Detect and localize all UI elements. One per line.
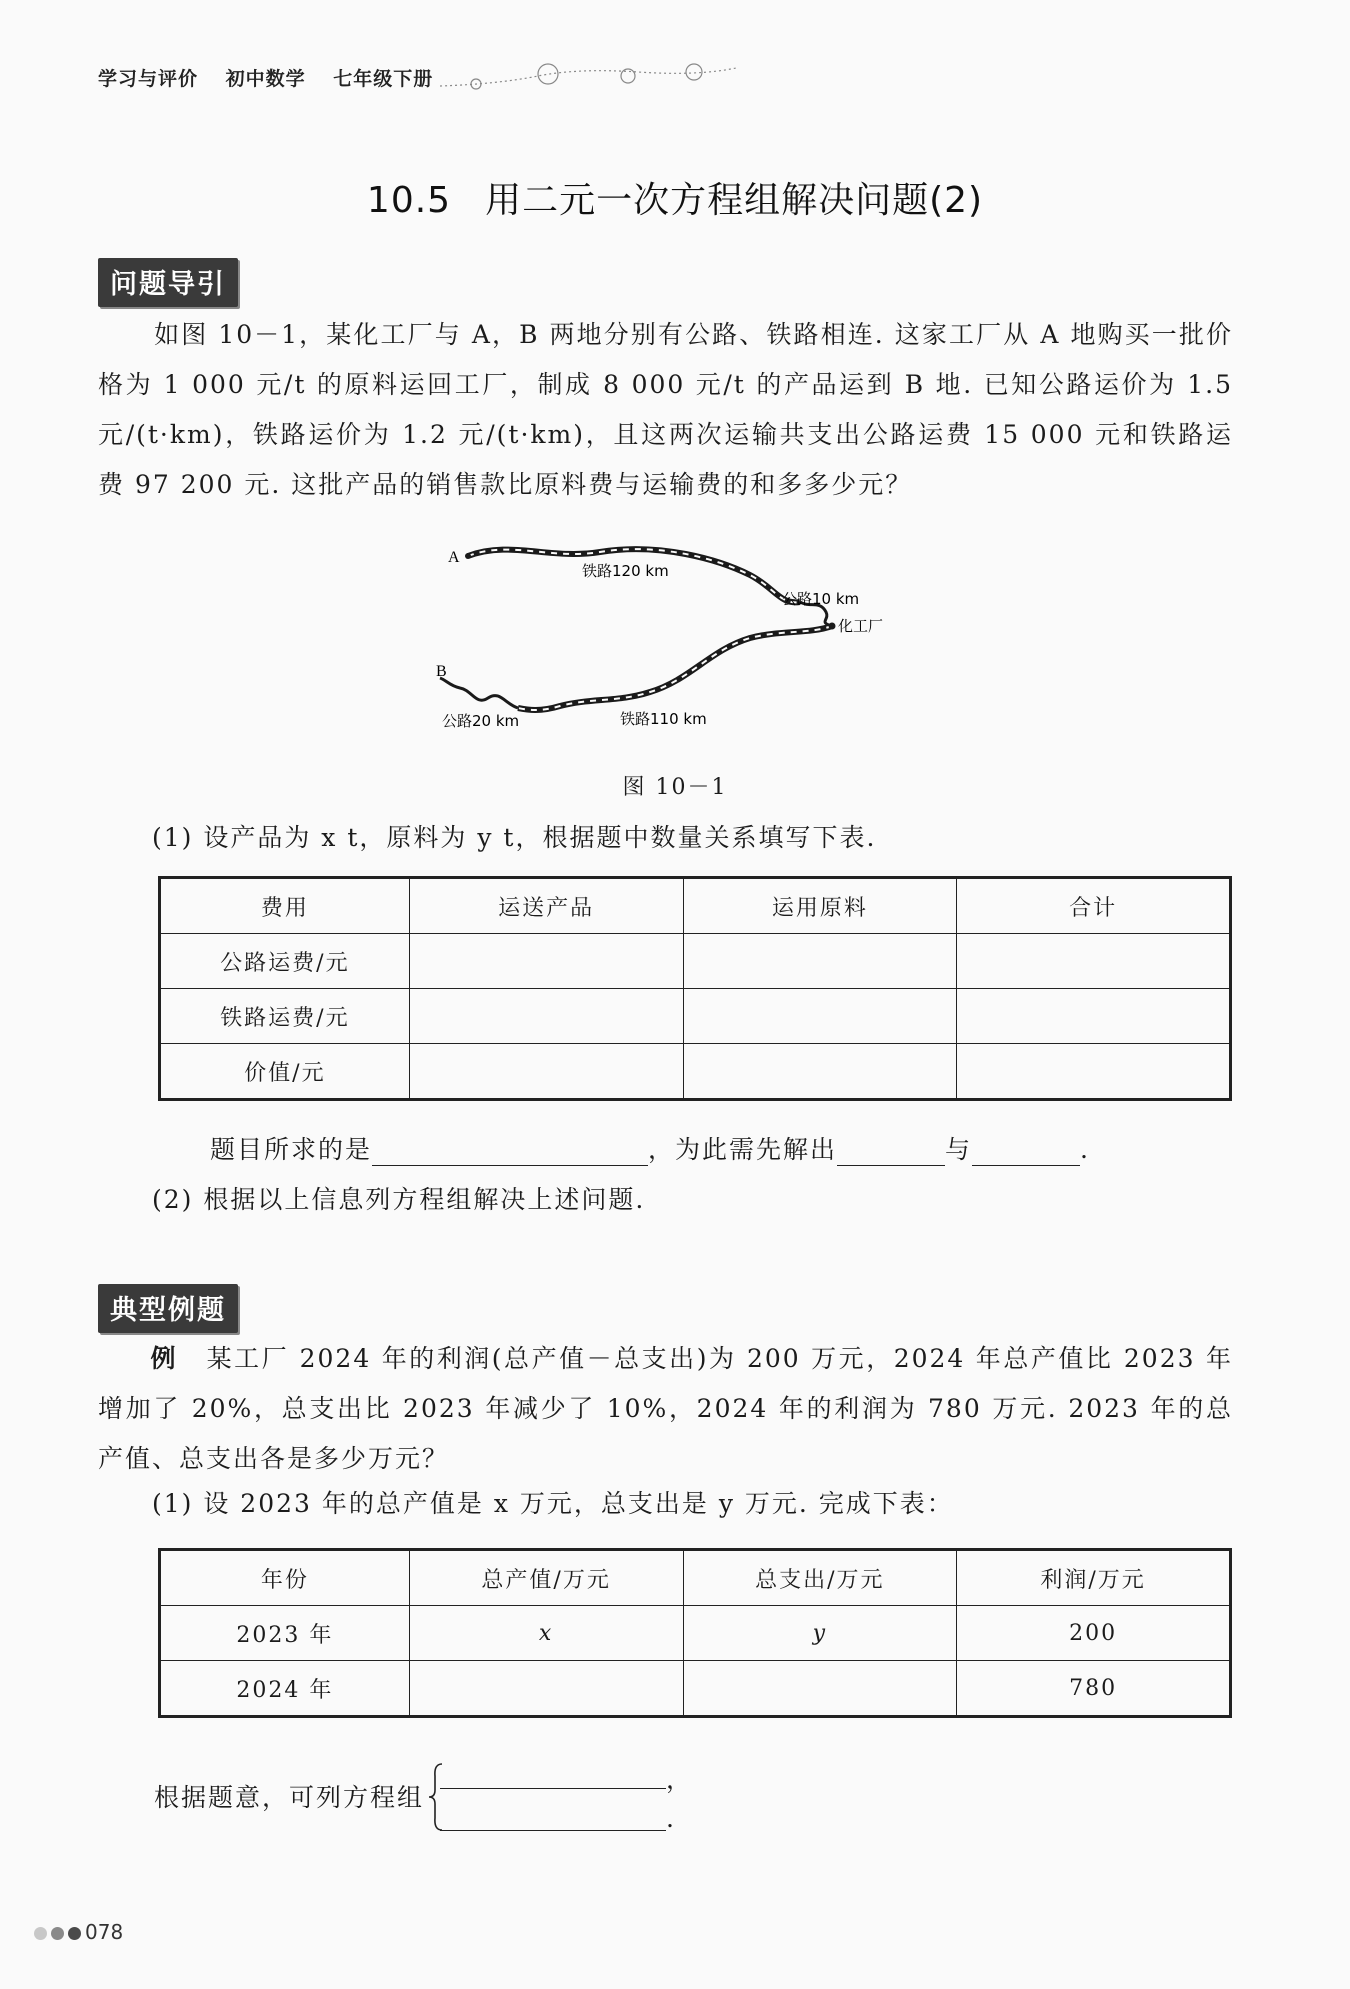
blank-cell[interactable] <box>409 989 683 1044</box>
blank-cell[interactable] <box>409 1044 683 1100</box>
question-2: (2) 根据以上信息列方程组解决上述问题. <box>152 1185 646 1214</box>
table-header-row <box>160 1550 1231 1606</box>
road-line-b <box>440 678 518 708</box>
label-point-b: B <box>436 663 447 680</box>
running-head <box>98 64 453 91</box>
table-cell: x <box>409 1606 683 1661</box>
label-road-a: 公路10 km <box>782 590 860 608</box>
point-a-dot <box>465 553 471 559</box>
profit-table <box>158 1548 1232 1718</box>
label-rail-b: 铁路110 km <box>620 710 707 728</box>
problem-body: 如图 10－1，某化工厂与 A，B 两地分别有公路、铁路相连. 这家工厂从 A 地购买一批价格为 1 000 元/t 的原料运回工厂，制成 8 000 元/t 的产品运到 B 地. 已知公路运价为 1.5 元/(t·km)，铁路运价为 1.2 元/(t·km)，且这两次运输共支出公路运费 15 000 元和铁路运费 97 200 元. 这批产品的销售款比原料费与运输费的和多多少元？ <box>98 320 1233 499</box>
section-tag-example: 典型例题 <box>98 1284 238 1333</box>
blank-cell[interactable] <box>683 1661 957 1717</box>
row-label: 价值/元 <box>160 1044 410 1100</box>
lesson-number: 10.5 <box>366 180 452 221</box>
table-header: 费用 <box>160 878 410 934</box>
page-number: 078 <box>85 1920 124 1944</box>
brace-icon <box>428 1762 444 1832</box>
answer-blank-2[interactable] <box>837 1137 945 1166</box>
cost-table <box>158 876 1232 1101</box>
equation-comma: ， <box>666 1765 694 1794</box>
row-label: 公路运费/元 <box>160 934 410 989</box>
answer-blank-3[interactable] <box>972 1137 1080 1166</box>
answer-blank-1[interactable] <box>372 1137 648 1166</box>
table-cell: y <box>683 1606 957 1661</box>
table-header: 运用原料 <box>683 878 957 934</box>
blank-cell[interactable] <box>957 934 1231 989</box>
lesson-title <box>0 172 1350 223</box>
label-factory: 化工厂 <box>838 617 884 635</box>
system-prompt: 根据题意，可列方程组 <box>154 1783 425 1812</box>
table-row <box>160 1606 1231 1661</box>
table-header: 合计 <box>957 878 1231 934</box>
footer-dot-icon <box>34 1927 47 1940</box>
table-header: 年份 <box>160 1550 410 1606</box>
blank-cell[interactable] <box>683 934 957 989</box>
table-row <box>160 989 1231 1044</box>
example-question-1: (1) 设 2023 年的总产值是 x 万元，总支出是 y 万元. 完成下表： <box>152 1489 954 1518</box>
row-label: 铁路运费/元 <box>160 989 410 1044</box>
volume-name: 七年级下册 <box>333 68 434 90</box>
example-text <box>98 1334 1233 1484</box>
table-header-row <box>160 878 1231 934</box>
equation-period: . <box>666 1804 676 1833</box>
problem-text <box>98 310 1233 510</box>
fill-text-2: ，为此需先解出 <box>648 1135 838 1164</box>
footer-dot-icon <box>68 1927 81 1940</box>
row-label: 2023 年 <box>160 1606 410 1661</box>
factory-dot <box>829 623 836 630</box>
header-decoration <box>438 54 738 94</box>
table-header: 运送产品 <box>409 878 683 934</box>
rail-line-b <box>518 626 832 710</box>
fill-text-4: . <box>1080 1135 1090 1164</box>
blank-cell[interactable] <box>409 1661 683 1717</box>
table-row <box>160 1044 1231 1100</box>
fill-in-sentence <box>210 1130 1090 1166</box>
table-cell: 200 <box>957 1606 1231 1661</box>
table-row <box>160 934 1231 989</box>
blank-cell[interactable] <box>957 989 1231 1044</box>
label-point-a: A <box>448 549 460 566</box>
equation-blank-2[interactable] <box>440 1828 666 1831</box>
blank-cell[interactable] <box>683 1044 957 1100</box>
page-footer <box>34 1920 123 1944</box>
book-name: 学习与评价 <box>98 68 199 90</box>
table-header: 总产值/万元 <box>409 1550 683 1606</box>
row-label: 2024 年 <box>160 1661 410 1717</box>
table-header: 总支出/万元 <box>683 1550 957 1606</box>
blank-cell[interactable] <box>409 934 683 989</box>
example-body: 某工厂 2024 年的利润(总产值－总支出)为 200 万元，2024 年总产值比 2023 年增加了 20%，总支出比 2023 年减少了 10%，2024 年的利润为 780 万元. 2023 年的总产值、总支出各是多少万元？ <box>98 1344 1233 1473</box>
level-name: 初中数学 <box>225 68 306 90</box>
label-rail-a: 铁路120 km <box>582 562 669 580</box>
table-row <box>160 1661 1231 1717</box>
label-road-b: 公路20 km <box>442 712 520 730</box>
example-label: 例 <box>150 1344 179 1373</box>
fill-text-3: 与 <box>945 1135 973 1164</box>
question-1: (1) 设产品为 x t，原料为 y t，根据题中数量关系填写下表. <box>152 823 877 852</box>
lesson-title-text: 用二元一次方程组解决问题(2) <box>485 180 984 221</box>
blank-cell[interactable] <box>957 1044 1231 1100</box>
fill-text-1: 题目所求的是 <box>210 1135 373 1164</box>
equation-blank-1[interactable] <box>440 1786 666 1789</box>
route-map-figure <box>420 530 920 760</box>
table-cell: 780 <box>957 1661 1231 1717</box>
blank-cell[interactable] <box>683 989 957 1044</box>
table-header: 利润/万元 <box>957 1550 1231 1606</box>
footer-dot-icon <box>51 1927 64 1940</box>
figure-caption: 图 10－1 <box>622 775 728 800</box>
section-tag-guide: 问题导引 <box>98 258 238 307</box>
